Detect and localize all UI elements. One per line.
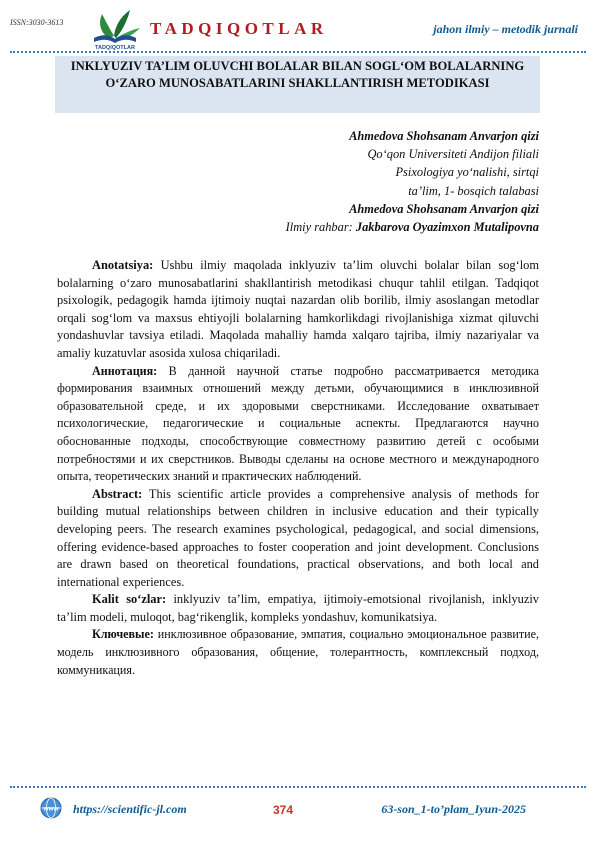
annotation-ru-text: В данной научной статье подробно рассматривается методика формирования взаимных отношений между детьми, обучающимися в инклюзивной образовательной среде, и их здоровыми сверстниками. Исследование охватывает психологические, педагогические и социальные аспекты. Предлагаются научно обоснованные подходы, способствующие совместному развитию детей с особыми потребностями и их сверстников. Выводы сделаны на основе местного и международного опыта, теоретических знаний и практических наблюдений. [57, 363, 539, 484]
abstract-en [57, 486, 539, 592]
keywords-uz-label: Kalit so‘zlar: [92, 592, 167, 607]
advisor-line [286, 218, 539, 236]
author-block [286, 127, 539, 236]
author-level: ta’lim, 1- bosqich talabasi [408, 183, 539, 198]
advisor-label: Ilmiy rahbar: [285, 220, 353, 235]
keywords-uz [57, 591, 539, 626]
page-number: 374 [273, 803, 294, 817]
globe-icon [40, 797, 62, 819]
journal-brand: TADQIQOTLAR [150, 19, 328, 38]
author-name-repeat: Ahmedova Shohsanam Anvarjon qizi [349, 201, 539, 216]
keywords-ru-label: Ключевые: [92, 627, 154, 642]
abstract-en-label: Abstract: [92, 486, 143, 501]
journal-tagline: jahon ilmiy – metodik jurnali [433, 22, 578, 36]
issn: ISSN:3030-3613 [10, 18, 64, 27]
article-body [57, 257, 539, 679]
annotation-ru [57, 363, 539, 486]
keywords-ru [57, 626, 539, 679]
issue-info: 63-son_1-to’plam_Iyun-2025 [381, 802, 526, 816]
author-program: Psixologiya yo‘nalishi, sirtqi [395, 165, 539, 180]
journal-logo [86, 8, 144, 50]
annotation-ru-label: Аннотация: [92, 363, 158, 378]
author-affiliation: Qo‘qon Universiteti Andijon filiali [367, 147, 539, 162]
keywords-ru-text: инклюзивное образование, эмпатия, социально эмоциональное развитие, модель инклюзивного образования, общение, толерантность, комплексный подход, коммуникация. [57, 627, 539, 677]
advisor-name: Jakbarova Oyazimxon Mutalipovna [355, 220, 539, 235]
article-title: INKLYUZIV TA’LIM OLUVCHI BOLALAR BILAN SOGL‘OM BOLALARNING O‘ZARO MUNOSABATLARINI SHAKLLANTIRISH METODIKASI [55, 56, 540, 113]
keywords-uz-text: inklyuziv ta’lim, empatiya, ijtimoiy-emotsional rivojlanish, inklyuziv ta’lim modeli, muloqot, bag‘rikenglik, kompleks yondashuv, komunikatsiya. [57, 592, 539, 624]
annotation-uz [57, 257, 539, 363]
journal-url-link[interactable]: https://scientific-jl.com [73, 802, 187, 816]
author-name: Ahmedova Shohsanam Anvarjon qizi [349, 129, 539, 143]
annotation-uz-text: Ushbu ilmiy maqolada inklyuziv ta’lim oluvchi bolalar bilan sog‘lom bolalarning o‘zaro munosabatlarini shakllantirish metodikasi chuqur tahlil etilgan. Tadqiqot psixologik, pedagogik hamda ijtimoiy nuqtai nazardan olib borilib, ilmiy asoslangan metodlar orqali sog‘lom va maxsus ehtiyojli bolalarning hamkorlikdagi rivojlanishiga xizmat qiluvchi yondashuvlar tavsiya etiladi. Maqolada mahalliy hamda xalqaro tajriba, ilmiy nazariyalar va amaliy kuzatuvlar asosida xulosa chiqariladi. [57, 258, 539, 360]
header-divider [10, 51, 586, 53]
svg-text:www: www [43, 805, 59, 813]
svg-text:TADQIQOTLAR: TADQIQOTLAR [95, 45, 135, 50]
abstract-en-text: This scientific article provides a comprehensive analysis of methods for building mutual relationships between children in inclusive education and their typically developing peers. The research examines psychological, pedagogical, and social dimensions, offering evidence-based approaches to foster cooperation and joint development. Conclusions are drawn based on theoretical foundations, practical observations, and both local and international experiences. [57, 486, 539, 589]
journal-header [8, 8, 588, 52]
footer-divider [10, 786, 586, 788]
annotation-uz-label: Anotatsiya: [92, 258, 154, 272]
page-footer [0, 796, 596, 826]
